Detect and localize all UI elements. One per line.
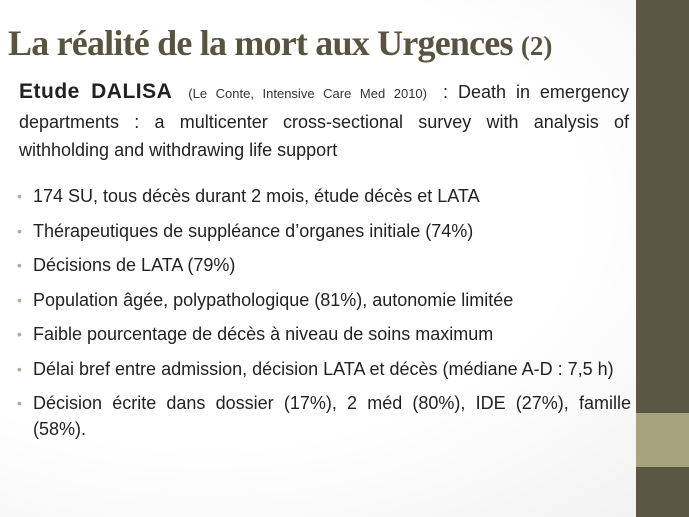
list-item bbox=[17, 287, 631, 313]
study-reference bbox=[19, 78, 629, 164]
bullet-icon: • bbox=[17, 395, 22, 411]
list-item-text: Décisions de LATA (79%) bbox=[33, 255, 236, 275]
list-item-text: 174 SU, tous décès durant 2 mois, étude décès et LATA bbox=[33, 186, 480, 206]
bullet-list bbox=[17, 183, 631, 451]
list-item bbox=[17, 183, 631, 209]
list-item bbox=[17, 252, 631, 278]
side-bar-accent bbox=[636, 413, 689, 467]
list-item bbox=[17, 321, 631, 347]
bullet-icon: • bbox=[17, 257, 22, 273]
bullet-icon: • bbox=[17, 360, 22, 377]
list-item bbox=[17, 356, 631, 382]
title-main: La réalité de la mort aux Urgences bbox=[8, 23, 513, 63]
title-number: (2) bbox=[520, 31, 553, 61]
list-item-text: Décision écrite dans dossier (17%), 2 méd (80%), IDE (27%), famille (58%). bbox=[33, 393, 631, 439]
study-separator: : bbox=[442, 82, 448, 102]
bullet-icon: • bbox=[17, 326, 22, 342]
bullet-icon: • bbox=[17, 188, 22, 204]
slide-title bbox=[8, 22, 638, 64]
list-item-text: Thérapeutiques de suppléance d’organes initiale (74%) bbox=[33, 220, 474, 241]
bullet-icon: • bbox=[17, 222, 22, 239]
study-name: Etude DALISA bbox=[19, 80, 173, 103]
list-item-text: Délai bref entre admission, décision LATA et décès (médiane A-D : 7,5 h) bbox=[33, 358, 614, 379]
list-item bbox=[17, 218, 631, 244]
bullet-icon: • bbox=[17, 291, 22, 308]
study-citation: (Le Conte, Intensive Care Med 2010) bbox=[188, 86, 427, 101]
study-description: Death in emergency departments : a multicenter cross-sectional survey with analysis of withholding and withdrawing life support bbox=[19, 82, 629, 160]
list-item bbox=[17, 390, 631, 442]
list-item-text: Faible pourcentage de décès à niveau de soins maximum bbox=[33, 324, 494, 344]
list-item-text: Population âgée, polypathologique (81%), autonomie limitée bbox=[33, 289, 514, 310]
